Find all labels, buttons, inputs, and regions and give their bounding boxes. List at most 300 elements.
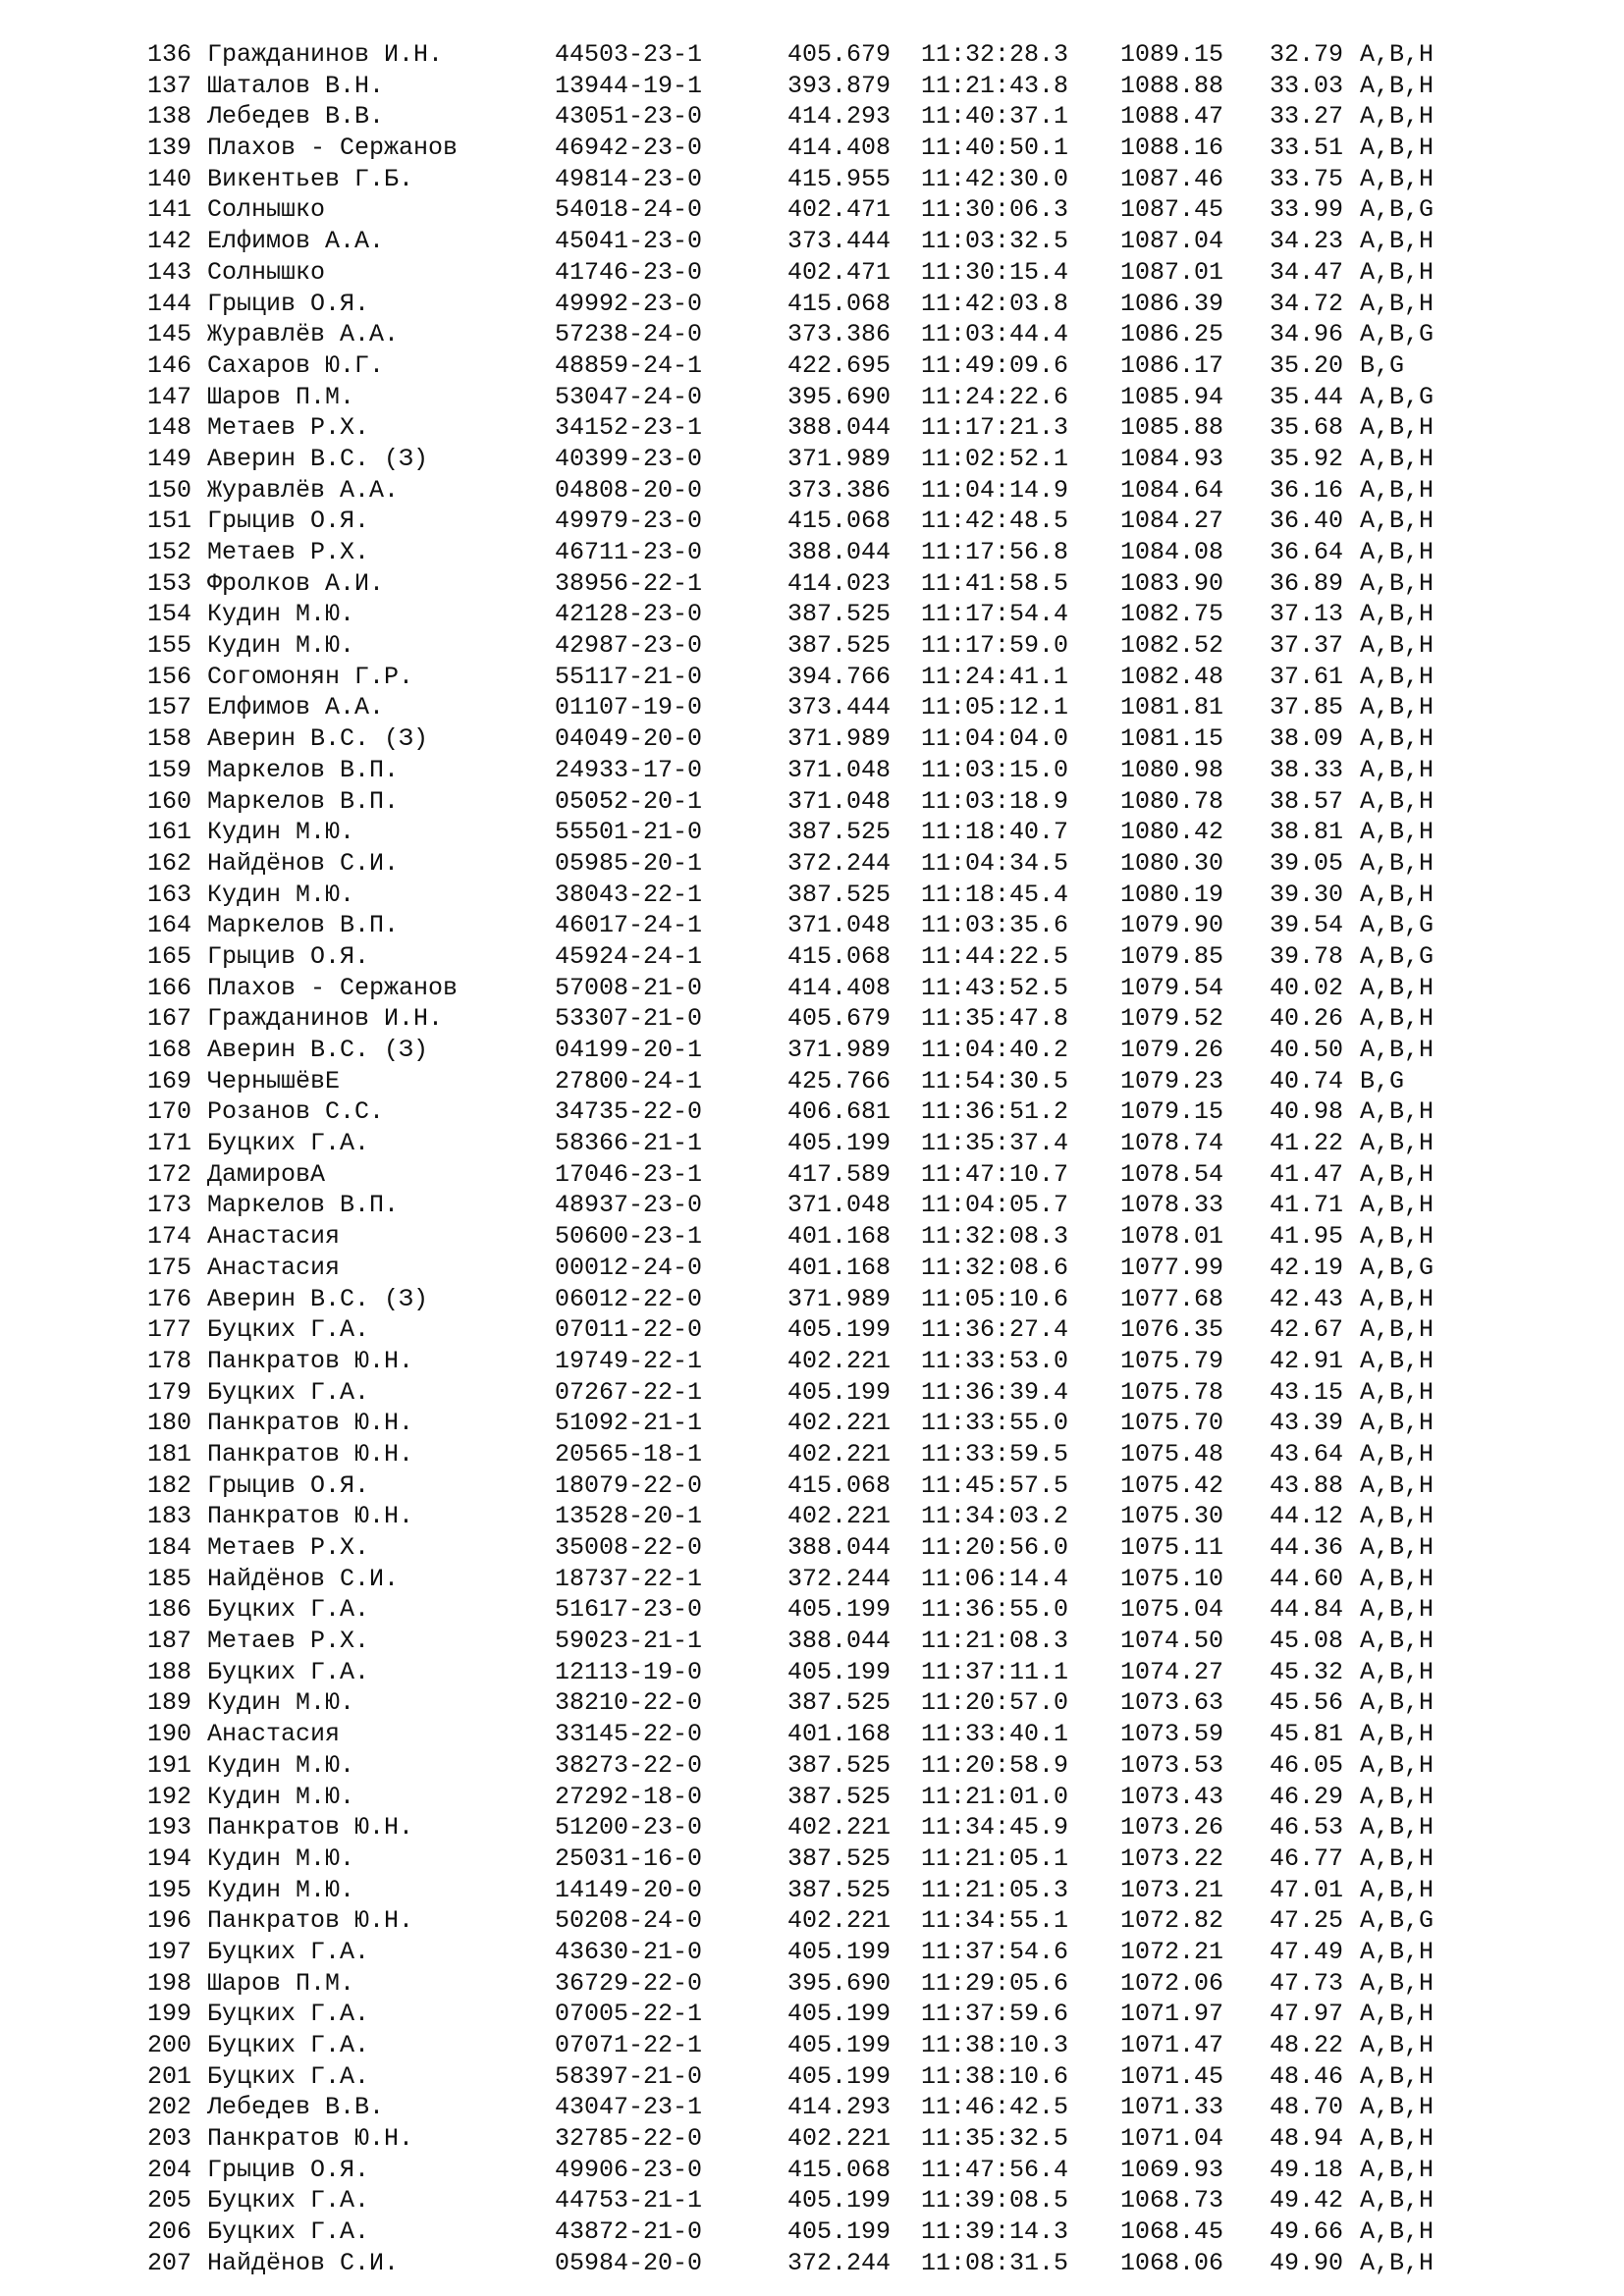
cell-groups: A,B,H (1360, 1533, 1435, 1562)
cell-speed: 1079.54 (1120, 973, 1224, 1002)
cell-place: 162 (146, 848, 191, 878)
cell-groups: A,B,H (1360, 1159, 1435, 1189)
cell-speed: 1084.64 (1120, 475, 1224, 505)
cell-ring-number: 42128-23-0 (555, 600, 703, 629)
cell-speed: 1073.59 (1120, 1720, 1224, 1749)
cell-coefficient: 46.77 (1270, 1843, 1344, 1873)
cell-distance: 371.989 (787, 1036, 892, 1064)
cell-coefficient: 42.19 (1270, 1253, 1344, 1282)
cell-speed: 1086.39 (1120, 289, 1224, 318)
table-row (142, 1096, 1517, 1128)
cell-arrival-time: 11:37:59.6 (921, 2000, 1069, 2029)
cell-coefficient: 48.94 (1270, 2124, 1344, 2154)
cell-groups: A,B,H (1360, 2186, 1435, 2216)
cell-name: Шаталов В.Н. (207, 71, 385, 100)
cell-place: 165 (146, 941, 191, 971)
cell-distance: 405.199 (787, 2186, 892, 2216)
cell-place: 192 (146, 1782, 191, 1811)
cell-coefficient: 38.81 (1270, 818, 1344, 847)
cell-arrival-time: 11:33:55.0 (921, 1409, 1069, 1438)
cell-ring-number: 27800-24-1 (555, 1066, 703, 1095)
cell-ring-number: 05984-20-0 (555, 2248, 703, 2277)
table-row (142, 1470, 1517, 1502)
cell-ring-number: 14149-20-0 (555, 1875, 703, 1904)
table-row (142, 1439, 1517, 1470)
cell-groups: A,B,H (1360, 2248, 1435, 2277)
cell-groups: A,B,G (1360, 382, 1435, 411)
cell-groups: A,B,H (1360, 1222, 1435, 1252)
cell-place: 189 (146, 1688, 191, 1718)
cell-distance: 387.525 (787, 1750, 892, 1780)
cell-place: 186 (146, 1595, 191, 1625)
cell-coefficient: 34.47 (1270, 257, 1344, 287)
cell-name: Панкратов Ю.Н. (207, 1346, 414, 1375)
table-row (142, 2092, 1517, 2123)
cell-distance: 402.221 (787, 1346, 892, 1375)
cell-coefficient: 35.44 (1270, 382, 1344, 411)
cell-name: Анастасия (207, 1720, 341, 1749)
cell-groups: A,B,H (1360, 1284, 1435, 1313)
cell-coefficient: 48.46 (1270, 2061, 1344, 2091)
table-row (142, 1782, 1517, 1813)
results-list (142, 39, 1517, 2279)
cell-arrival-time: 11:17:54.4 (921, 600, 1069, 629)
cell-coefficient: 37.37 (1270, 631, 1344, 661)
table-row (142, 1532, 1517, 1564)
table-row (142, 1937, 1517, 1968)
cell-distance: 388.044 (787, 413, 892, 443)
cell-speed: 1078.74 (1120, 1129, 1224, 1158)
cell-groups: A,B,H (1360, 724, 1435, 754)
cell-place: 140 (146, 164, 191, 193)
cell-groups: A,B,H (1360, 2124, 1435, 2154)
cell-ring-number: 25031-16-0 (555, 1843, 703, 1873)
cell-distance: 373.386 (787, 320, 892, 349)
cell-place: 204 (146, 2155, 191, 2184)
cell-arrival-time: 11:24:22.6 (921, 382, 1069, 411)
cell-place: 177 (146, 1315, 191, 1345)
table-row (142, 1314, 1517, 1346)
cell-coefficient: 41.95 (1270, 1222, 1344, 1252)
cell-arrival-time: 11:04:05.7 (921, 1191, 1069, 1220)
cell-arrival-time: 11:41:58.5 (921, 568, 1069, 598)
cell-ring-number: 48937-23-0 (555, 1191, 703, 1220)
cell-distance: 402.221 (787, 1906, 892, 1936)
cell-name: Солнышко (207, 257, 326, 287)
cell-coefficient: 47.49 (1270, 1937, 1344, 1966)
table-row (142, 2185, 1517, 2216)
cell-coefficient: 36.16 (1270, 475, 1344, 505)
cell-coefficient: 40.74 (1270, 1066, 1344, 1095)
cell-coefficient: 36.40 (1270, 507, 1344, 536)
cell-ring-number: 58397-21-0 (555, 2061, 703, 2091)
cell-name: Гражданинов И.Н. (207, 40, 444, 69)
cell-arrival-time: 11:35:37.4 (921, 1129, 1069, 1158)
cell-speed: 1088.47 (1120, 102, 1224, 132)
cell-distance: 372.244 (787, 848, 892, 878)
cell-ring-number: 38210-22-0 (555, 1688, 703, 1718)
cell-distance: 405.199 (787, 1937, 892, 1966)
cell-distance: 402.471 (787, 195, 892, 225)
cell-speed: 1072.82 (1120, 1906, 1224, 1936)
cell-distance: 395.690 (787, 1968, 892, 1998)
cell-groups: A,B,H (1360, 2217, 1435, 2247)
cell-ring-number: 18737-22-1 (555, 1564, 703, 1593)
cell-name: Сахаров Ю.Г. (207, 350, 385, 380)
cell-distance: 414.293 (787, 102, 892, 132)
table-row (142, 412, 1517, 444)
cell-ring-number: 49979-23-0 (555, 507, 703, 536)
cell-distance: 371.989 (787, 724, 892, 754)
cell-speed: 1071.04 (1120, 2124, 1224, 2154)
cell-ring-number: 43047-23-1 (555, 2093, 703, 2122)
cell-coefficient: 45.81 (1270, 1720, 1344, 1749)
table-row (142, 786, 1517, 818)
cell-place: 185 (146, 1564, 191, 1593)
cell-distance: 387.525 (787, 1875, 892, 1904)
cell-distance: 402.471 (787, 257, 892, 287)
cell-arrival-time: 11:03:44.4 (921, 320, 1069, 349)
cell-speed: 1071.33 (1120, 2093, 1224, 2122)
cell-ring-number: 05052-20-1 (555, 786, 703, 816)
cell-distance: 401.168 (787, 1720, 892, 1749)
cell-distance: 405.199 (787, 2217, 892, 2247)
cell-groups: A,B,G (1360, 1906, 1435, 1936)
cell-speed: 1074.27 (1120, 1657, 1224, 1686)
cell-arrival-time: 11:30:06.3 (921, 195, 1069, 225)
cell-arrival-time: 11:04:14.9 (921, 475, 1069, 505)
cell-distance: 405.199 (787, 1315, 892, 1345)
cell-arrival-time: 11:38:10.3 (921, 2031, 1069, 2059)
table-row (142, 1999, 1517, 2030)
cell-name: Аверин В.С. (З) (207, 1284, 429, 1313)
cell-coefficient: 38.09 (1270, 724, 1344, 754)
cell-coefficient: 41.22 (1270, 1129, 1344, 1158)
cell-distance: 387.525 (787, 1843, 892, 1873)
cell-place: 174 (146, 1222, 191, 1252)
cell-name: Найдёнов С.И. (207, 1564, 400, 1593)
cell-name: Буцких Г.А. (207, 1657, 370, 1686)
cell-speed: 1089.15 (1120, 40, 1224, 69)
cell-coefficient: 40.26 (1270, 1004, 1344, 1034)
cell-coefficient: 45.32 (1270, 1657, 1344, 1686)
cell-arrival-time: 11:42:30.0 (921, 164, 1069, 193)
cell-arrival-time: 11:36:55.0 (921, 1595, 1069, 1625)
cell-distance: 405.199 (787, 1377, 892, 1407)
cell-coefficient: 40.50 (1270, 1036, 1344, 1064)
cell-arrival-time: 11:33:53.0 (921, 1346, 1069, 1375)
cell-coefficient: 38.57 (1270, 786, 1344, 816)
cell-coefficient: 49.90 (1270, 2248, 1344, 2277)
cell-speed: 1084.93 (1120, 444, 1224, 473)
cell-coefficient: 46.05 (1270, 1750, 1344, 1780)
cell-distance: 371.989 (787, 1284, 892, 1313)
cell-speed: 1071.97 (1120, 2000, 1224, 2029)
cell-name: Панкратов Ю.Н. (207, 2124, 414, 2154)
cell-groups: A,B,H (1360, 1595, 1435, 1625)
cell-coefficient: 41.47 (1270, 1159, 1344, 1189)
cell-arrival-time: 11:17:56.8 (921, 538, 1069, 566)
cell-arrival-time: 11:03:18.9 (921, 786, 1069, 816)
cell-distance: 402.221 (787, 1439, 892, 1468)
cell-speed: 1085.94 (1120, 382, 1224, 411)
cell-speed: 1074.50 (1120, 1627, 1224, 1656)
table-row (142, 444, 1517, 475)
cell-coefficient: 36.89 (1270, 568, 1344, 598)
cell-speed: 1084.27 (1120, 507, 1224, 536)
cell-name: Буцких Г.А. (207, 1937, 370, 1966)
table-row (142, 662, 1517, 693)
cell-speed: 1087.46 (1120, 164, 1224, 193)
table-row (142, 568, 1517, 600)
cell-arrival-time: 11:05:10.6 (921, 1284, 1069, 1313)
cell-speed: 1088.16 (1120, 133, 1224, 163)
cell-ring-number: 51200-23-0 (555, 1813, 703, 1842)
cell-arrival-time: 11:37:54.6 (921, 1937, 1069, 1966)
cell-distance: 402.221 (787, 1813, 892, 1842)
cell-name: Буцких Г.А. (207, 1595, 370, 1625)
cell-arrival-time: 11:08:31.5 (921, 2248, 1069, 2277)
cell-ring-number: 46711-23-0 (555, 538, 703, 566)
cell-coefficient: 49.18 (1270, 2155, 1344, 2184)
cell-name: Журавлёв А.А. (207, 320, 400, 349)
cell-distance: 371.048 (787, 1191, 892, 1220)
cell-coefficient: 37.85 (1270, 693, 1344, 722)
cell-name: Панкратов Ю.Н. (207, 1409, 414, 1438)
cell-arrival-time: 11:38:10.6 (921, 2061, 1069, 2091)
cell-name: Журавлёв А.А. (207, 475, 400, 505)
cell-speed: 1087.04 (1120, 227, 1224, 256)
cell-place: 183 (146, 1502, 191, 1531)
cell-name: Викентьев Г.Б. (207, 164, 414, 193)
cell-distance: 373.386 (787, 475, 892, 505)
cell-arrival-time: 11:37:11.1 (921, 1657, 1069, 1686)
cell-coefficient: 48.22 (1270, 2031, 1344, 2059)
cell-speed: 1069.93 (1120, 2155, 1224, 2184)
cell-speed: 1068.06 (1120, 2248, 1224, 2277)
cell-ring-number: 46017-24-1 (555, 911, 703, 940)
cell-groups: A,B,G (1360, 1253, 1435, 1282)
cell-coefficient: 37.61 (1270, 662, 1344, 691)
cell-coefficient: 44.12 (1270, 1502, 1344, 1531)
cell-speed: 1071.47 (1120, 2031, 1224, 2059)
cell-groups: A,B,H (1360, 848, 1435, 878)
cell-arrival-time: 11:05:12.1 (921, 693, 1069, 722)
cell-distance: 414.408 (787, 133, 892, 163)
cell-speed: 1078.01 (1120, 1222, 1224, 1252)
table-row (142, 1719, 1517, 1750)
cell-distance: 373.444 (787, 693, 892, 722)
cell-name: Согомонян Г.Р. (207, 662, 414, 691)
cell-arrival-time: 11:33:59.5 (921, 1439, 1069, 1468)
cell-place: 153 (146, 568, 191, 598)
cell-distance: 401.168 (787, 1222, 892, 1252)
table-row (142, 1128, 1517, 1159)
cell-name: Буцких Г.А. (207, 2186, 370, 2216)
cell-arrival-time: 11:04:04.0 (921, 724, 1069, 754)
cell-coefficient: 39.54 (1270, 911, 1344, 940)
cell-name: Аверин В.С. (З) (207, 1036, 429, 1064)
cell-ring-number: 32785-22-0 (555, 2124, 703, 2154)
cell-groups: A,B,H (1360, 818, 1435, 847)
cell-speed: 1073.63 (1120, 1688, 1224, 1718)
cell-ring-number: 50600-23-1 (555, 1222, 703, 1252)
cell-place: 198 (146, 1968, 191, 1998)
cell-groups: A,B,H (1360, 2155, 1435, 2184)
table-row (142, 2216, 1517, 2248)
cell-speed: 1081.81 (1120, 693, 1224, 722)
cell-distance: 415.955 (787, 164, 892, 193)
cell-groups: A,B,G (1360, 941, 1435, 971)
cell-groups: A,B,H (1360, 133, 1435, 163)
cell-groups: A,B,H (1360, 1315, 1435, 1345)
cell-distance: 405.199 (787, 1595, 892, 1625)
cell-speed: 1068.73 (1120, 2186, 1224, 2216)
cell-place: 191 (146, 1750, 191, 1780)
cell-coefficient: 42.91 (1270, 1346, 1344, 1375)
cell-coefficient: 35.68 (1270, 413, 1344, 443)
cell-arrival-time: 11:46:42.5 (921, 2093, 1069, 2122)
cell-arrival-time: 11:44:22.5 (921, 941, 1069, 971)
cell-coefficient: 45.08 (1270, 1627, 1344, 1656)
cell-speed: 1077.68 (1120, 1284, 1224, 1313)
cell-groups: A,B,H (1360, 413, 1435, 443)
cell-place: 148 (146, 413, 191, 443)
cell-ring-number: 36729-22-0 (555, 1968, 703, 1998)
table-row (142, 1687, 1517, 1719)
cell-arrival-time: 11:20:57.0 (921, 1688, 1069, 1718)
cell-ring-number: 43630-21-0 (555, 1937, 703, 1966)
cell-name: Грыцив О.Я. (207, 1470, 370, 1500)
cell-coefficient: 48.70 (1270, 2093, 1344, 2122)
cell-name: Кудин М.Ю. (207, 600, 355, 629)
cell-arrival-time: 11:54:30.5 (921, 1066, 1069, 1095)
cell-speed: 1080.30 (1120, 848, 1224, 878)
cell-distance: 394.766 (787, 662, 892, 691)
table-row (142, 1905, 1517, 1937)
cell-distance: 373.444 (787, 227, 892, 256)
cell-arrival-time: 11:34:03.2 (921, 1502, 1069, 1531)
cell-place: 167 (146, 1004, 191, 1034)
cell-name: Розанов С.С. (207, 1097, 385, 1127)
table-row (142, 848, 1517, 880)
table-row (142, 630, 1517, 662)
cell-distance: 388.044 (787, 538, 892, 566)
cell-speed: 1073.22 (1120, 1843, 1224, 1873)
cell-name: Буцких Г.А. (207, 1129, 370, 1158)
cell-name: Найдёнов С.И. (207, 2248, 400, 2277)
cell-ring-number: 50208-24-0 (555, 1906, 703, 1936)
cell-coefficient: 47.97 (1270, 2000, 1344, 2029)
cell-groups: A,B,H (1360, 1129, 1435, 1158)
cell-speed: 1084.08 (1120, 538, 1224, 566)
cell-groups: A,B,H (1360, 1813, 1435, 1842)
cell-coefficient: 40.98 (1270, 1097, 1344, 1127)
cell-ring-number: 33145-22-0 (555, 1720, 703, 1749)
cell-groups: A,B,H (1360, 507, 1435, 536)
cell-arrival-time: 11:39:14.3 (921, 2217, 1069, 2247)
cell-arrival-time: 11:49:09.6 (921, 350, 1069, 380)
cell-coefficient: 34.96 (1270, 320, 1344, 349)
cell-place: 160 (146, 786, 191, 816)
cell-groups: A,B,H (1360, 1875, 1435, 1904)
cell-distance: 388.044 (787, 1533, 892, 1562)
cell-coefficient: 37.13 (1270, 600, 1344, 629)
cell-name: Плахов - Сержанов (207, 973, 459, 1002)
table-row (142, 1159, 1517, 1191)
cell-groups: A,B,H (1360, 1720, 1435, 1749)
cell-ring-number: 45041-23-0 (555, 227, 703, 256)
cell-coefficient: 47.73 (1270, 1968, 1344, 1998)
cell-name: Солнышко (207, 195, 326, 225)
cell-distance: 415.068 (787, 289, 892, 318)
cell-ring-number: 49992-23-0 (555, 289, 703, 318)
cell-ring-number: 13528-20-1 (555, 1502, 703, 1531)
cell-ring-number: 46942-23-0 (555, 133, 703, 163)
cell-speed: 1082.75 (1120, 600, 1224, 629)
cell-place: 207 (146, 2248, 191, 2277)
cell-place: 199 (146, 2000, 191, 2029)
cell-arrival-time: 11:40:50.1 (921, 133, 1069, 163)
cell-speed: 1073.21 (1120, 1875, 1224, 1904)
cell-name: Найдёнов С.И. (207, 848, 400, 878)
cell-distance: 405.679 (787, 40, 892, 69)
cell-coefficient: 45.56 (1270, 1688, 1344, 1718)
cell-groups: A,B,H (1360, 538, 1435, 566)
cell-name: ДамировА (207, 1159, 326, 1189)
cell-coefficient: 39.78 (1270, 941, 1344, 971)
cell-arrival-time: 11:21:05.3 (921, 1875, 1069, 1904)
cell-place: 156 (146, 662, 191, 691)
table-row (142, 2248, 1517, 2279)
cell-speed: 1080.42 (1120, 818, 1224, 847)
table-row (142, 289, 1517, 320)
cell-coefficient: 38.33 (1270, 755, 1344, 784)
cell-groups: A,B,H (1360, 1937, 1435, 1966)
cell-speed: 1076.35 (1120, 1315, 1224, 1345)
cell-groups: A,B,H (1360, 1004, 1435, 1034)
cell-distance: 372.244 (787, 2248, 892, 2277)
cell-distance: 405.679 (787, 1004, 892, 1034)
cell-ring-number: 49906-23-0 (555, 2155, 703, 2184)
cell-name: Елфимов А.А. (207, 693, 385, 722)
cell-place: 202 (146, 2093, 191, 2122)
cell-speed: 1079.26 (1120, 1036, 1224, 1064)
cell-name: Буцких Г.А. (207, 1377, 370, 1407)
table-row (142, 599, 1517, 630)
cell-distance: 371.048 (787, 786, 892, 816)
cell-name: Маркелов В.П. (207, 786, 400, 816)
cell-coefficient: 33.27 (1270, 102, 1344, 132)
cell-coefficient: 49.42 (1270, 2186, 1344, 2216)
cell-place: 194 (146, 1843, 191, 1873)
cell-coefficient: 34.72 (1270, 289, 1344, 318)
cell-groups: A,B,H (1360, 973, 1435, 1002)
cell-coefficient: 35.92 (1270, 444, 1344, 473)
cell-arrival-time: 11:21:43.8 (921, 71, 1069, 100)
table-row (142, 1657, 1517, 1688)
cell-distance: 405.199 (787, 2061, 892, 2091)
cell-place: 193 (146, 1813, 191, 1842)
cell-distance: 388.044 (787, 1627, 892, 1656)
cell-speed: 1071.45 (1120, 2061, 1224, 2091)
cell-name: Анастасия (207, 1222, 341, 1252)
cell-ring-number: 07071-22-1 (555, 2031, 703, 2059)
cell-groups: A,B,H (1360, 1470, 1435, 1500)
cell-arrival-time: 11:21:01.0 (921, 1782, 1069, 1811)
cell-speed: 1080.19 (1120, 880, 1224, 909)
cell-ring-number: 04199-20-1 (555, 1036, 703, 1064)
